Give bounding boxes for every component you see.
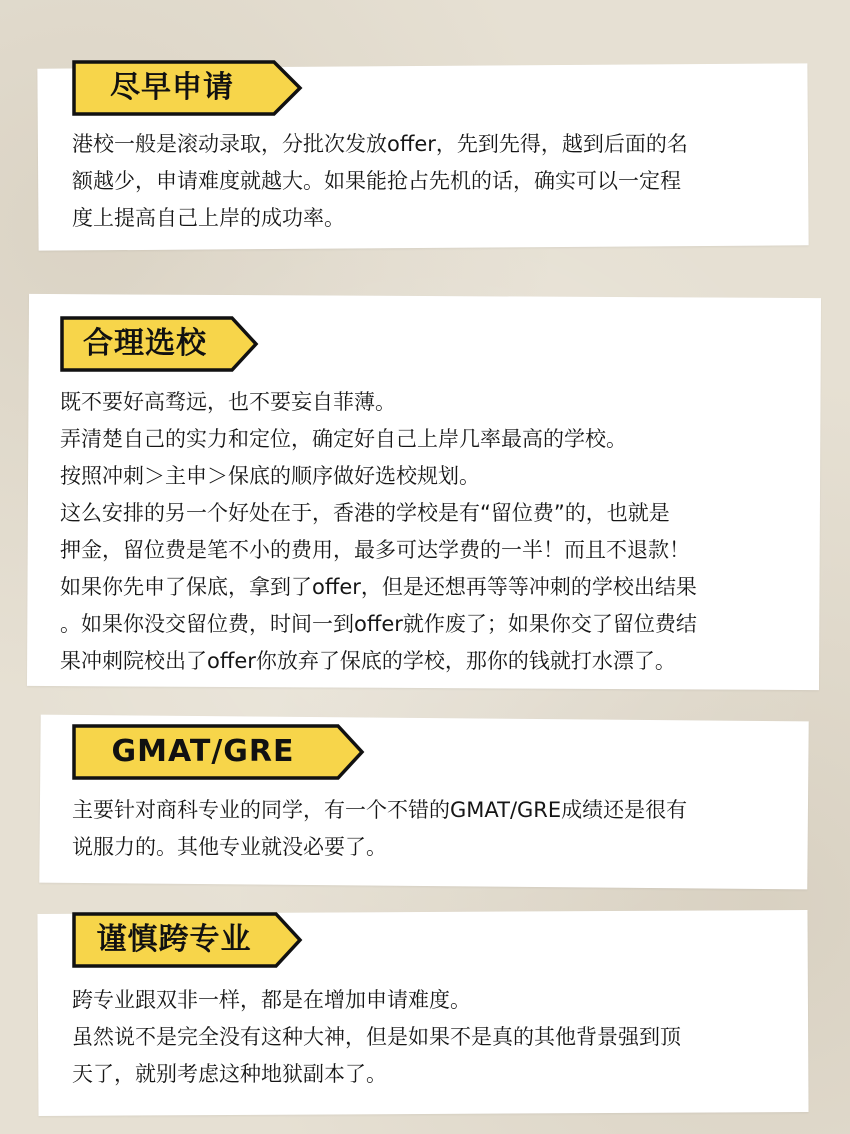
body-line: 。如果你没交留位费，时间一到offer就作废了；如果你交了留位费结	[60, 612, 697, 636]
section-heading: 合理选校	[83, 326, 207, 361]
section-heading: GMAT/GRE	[111, 734, 295, 769]
body-line: 说服力的。其他专业就没必要了。	[72, 835, 387, 859]
section-body-gmat-gre	[72, 792, 792, 866]
section-heading: 谨慎跨专业	[96, 922, 252, 957]
body-line: 天了，就别考虑这种地狱副本了。	[72, 1062, 387, 1086]
body-line: 押金，留位费是笔不小的费用，最多可达学费的一半！而且不退款！	[60, 538, 690, 562]
section-heading: 尽早申请	[110, 70, 234, 105]
body-line: 这么安排的另一个好处在于，香港的学校是有“留位费”的，也就是	[60, 501, 670, 525]
body-line: 如果你先申了保底，拿到了offer，但是还想再等等冲刺的学校出结果	[60, 575, 697, 599]
body-line: 额越少，申请难度就越大。如果能抢占先机的话，确实可以一定程	[72, 169, 681, 193]
body-line: 弄清楚自己的实力和定位，确定好自己上岸几率最高的学校。	[60, 427, 627, 451]
section-tag-gmat-gre	[72, 724, 366, 780]
body-line: 港校一般是滚动录取，分批次发放offer，先到先得，越到后面的名	[72, 132, 688, 156]
section-tag-school-choice	[60, 316, 260, 372]
section-body-school-choice	[60, 384, 820, 680]
section-body-early-apply	[72, 126, 792, 237]
body-line: 度上提高自己上岸的成功率。	[72, 206, 345, 230]
section-tag-early-apply	[72, 60, 304, 116]
body-line: 主要针对商科专业的同学，有一个不错的GMAT/GRE成绩还是很有	[72, 798, 688, 822]
body-line: 虽然说不是完全没有这种大神，但是如果不是真的其他背景强到顶	[72, 1025, 681, 1049]
body-line: 跨专业跟双非一样，都是在增加申请难度。	[72, 988, 471, 1012]
body-line: 按照冲刺＞主申＞保底的顺序做好选校规划。	[60, 464, 480, 488]
section-body-cross-major	[72, 982, 792, 1093]
body-line: 果冲刺院校出了offer你放弃了保底的学校，那你的钱就打水漂了。	[60, 649, 676, 673]
body-line: 既不要好高骛远，也不要妄自菲薄。	[60, 390, 396, 414]
section-tag-cross-major	[72, 912, 304, 968]
